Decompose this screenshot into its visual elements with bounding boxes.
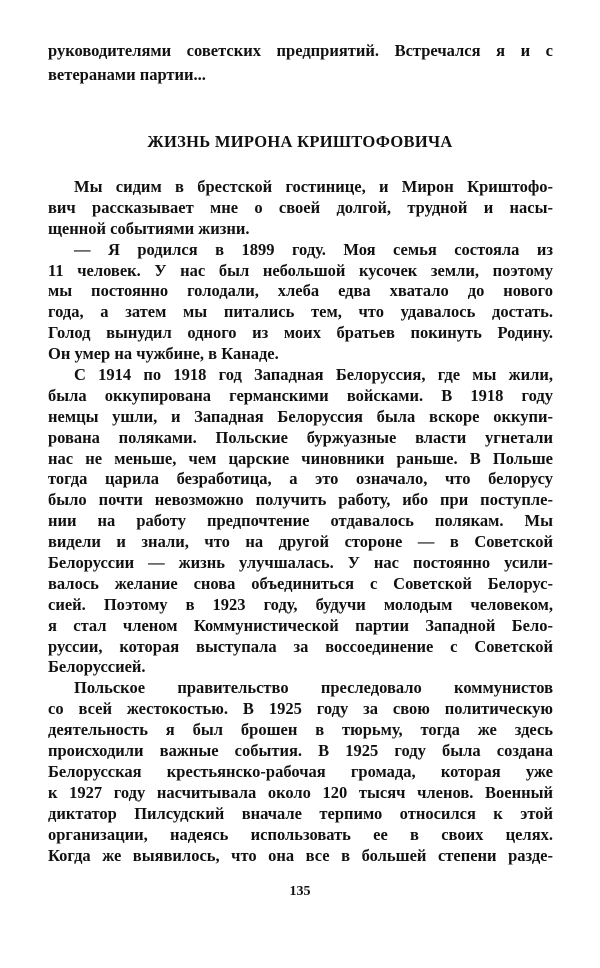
chapter-body [48,177,553,866]
text-line: нас не меньше, чем царские чиновники раньше. В Польше [48,448,553,468]
text-line: Белоруссией. [48,657,146,677]
text-line: я стал членом Коммунистической партии Западной Бело- [48,615,553,635]
text-line: Голод вынудил одного из моих братьев покинуть Родину. [48,323,553,343]
text-line: Белорусская крестьянско-рабочая громада, которая уже [48,761,553,781]
text-line: Он умер на чужбине, в Канаде. [48,344,279,364]
text-line: диктатор Пилсудский вначале терпимо относился к этой [48,803,553,823]
text-line: была оккупирована германскими войсками. В 1918 году [48,385,553,405]
previous-section-ending [48,39,553,87]
text-line: деятельность я был брошен в тюрьму, тогда же здесь [48,720,553,740]
text-line: тогда царила безработица, а это означало, что белорусу [48,469,553,489]
text-line: С 1914 по 1918 год Западная Белоруссия, где мы жили, [74,365,553,385]
text-line: со всей жестокостью. В 1925 году за свою политическую [48,699,553,719]
text-line: мы постоянно голодали, хлеба едва хватало до нового [48,281,553,301]
text-line: нии на работу предпочтение отдавалось полякам. Мы [48,511,553,531]
text-line: организации, надеясь использовать ее в своих целях. [48,824,553,844]
text-line: происходили важные события. В 1925 году была создана [48,741,553,761]
chapter-title: ЖИЗНЬ МИРОНА КРИШТОФОВИЧА [147,132,453,151]
text-line: Польское правительство преследовало коммунистов [74,678,553,698]
text-line: было почти невозможно получить работу, ибо при поступле- [48,490,553,510]
text-line: валось желание снова объединиться с Советской Белорус- [48,573,553,593]
text-line: видели и знали, что на другой стороне — в Советской [48,532,553,552]
text-line: — Я родился в 1899 году. Моя семья состояла из [74,239,553,259]
text-line: Мы сидим в брестской гостинице, и Мирон Криштофо- [74,177,553,196]
text-line: Когда же выявилось, что она все в большей степени разде- [48,845,553,865]
text-line: 11 человек. У нас был небольшой кусочек земли, поэтому [48,260,553,280]
text-line: щенной событиями жизни. [48,218,250,238]
text-line: сией. Поэтому в 1923 году, будучи молодым человеком, [48,594,553,614]
text-line: руководителями советских предприятий. Встречался я и с [48,41,553,60]
text-line: к 1927 году насчитывала около 120 тысяч членов. Военный [48,782,553,802]
text-line: вич рассказывает мне о своей долгой, трудной и насы- [48,197,553,217]
text-line: руссии, которая выступала за воссоединение с Советской [48,636,553,656]
text-line: Белоруссии — жизнь улучшалась. У нас постоянно усили- [48,553,553,573]
text-line: года, а затем мы питались тем, что удавалось достать. [48,302,553,322]
page-number: 135 [289,884,311,899]
text-line: рована поляками. Польские буржуазные власти угнетали [48,427,553,447]
text-line: ветеранами партии... [48,65,206,84]
text-line: немцы ушли, и Западная Белоруссия была вскоре оккупи- [48,406,553,426]
